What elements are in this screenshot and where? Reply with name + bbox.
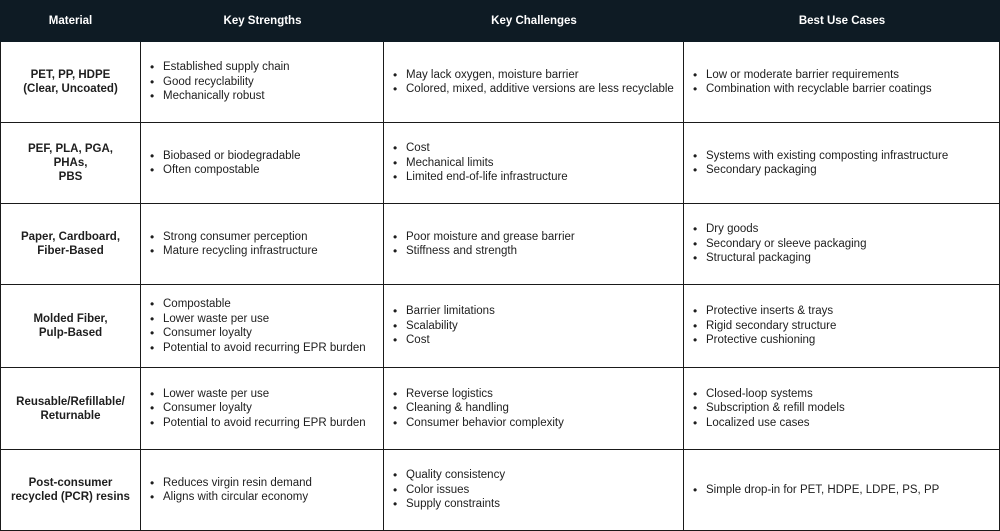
- list-item: • Lower waste per use: [163, 312, 366, 327]
- header-best-use-cases: Best Use Cases: [684, 0, 1000, 42]
- list-item: • Cost: [406, 141, 568, 156]
- bullet-list: [163, 476, 312, 505]
- list-item: • Strong consumer perception: [163, 230, 318, 245]
- bullet-list: [406, 304, 495, 348]
- list-item: • Consumer behavior complexity: [406, 416, 564, 431]
- bullet-list: [706, 68, 932, 97]
- challenges-cell: [384, 204, 684, 285]
- list-item: • Barrier limitations: [406, 304, 495, 319]
- bullet-list: [406, 468, 505, 512]
- bullet-list: [406, 387, 564, 431]
- list-item: • Good recyclability: [163, 75, 290, 90]
- list-item: • Protective cushioning: [706, 333, 836, 348]
- bullet-list: [163, 297, 366, 355]
- list-item: • Stiffness and strength: [406, 244, 575, 259]
- list-item: • Secondary or sleeve packaging: [706, 237, 866, 252]
- list-item: • Lower waste per use: [163, 387, 366, 402]
- list-item: • Mechanically robust: [163, 89, 290, 104]
- use-cases-cell: [684, 204, 1000, 285]
- list-item: • Compostable: [163, 297, 366, 312]
- bullet-list: [163, 387, 366, 431]
- bullet-list: [406, 230, 575, 259]
- material-cell: PET, PP, HDPE (Clear, Uncoated): [0, 42, 141, 123]
- header-material: Material: [0, 0, 141, 42]
- header-key-strengths: Key Strengths: [141, 0, 384, 42]
- list-item: • Potential to avoid recurring EPR burden: [163, 416, 366, 431]
- list-item: • Mature recycling infrastructure: [163, 244, 318, 259]
- list-item: • Scalability: [406, 319, 495, 334]
- header-key-challenges: Key Challenges: [384, 0, 684, 42]
- list-item: • Limited end-of-life infrastructure: [406, 170, 568, 185]
- list-item: • Consumer loyalty: [163, 401, 366, 416]
- list-item: • Closed-loop systems: [706, 387, 845, 402]
- use-cases-cell: [684, 285, 1000, 368]
- list-item: • Biobased or biodegradable: [163, 149, 300, 164]
- bullet-list: [163, 230, 318, 259]
- list-item: • Combination with recyclable barrier coatings: [706, 82, 932, 97]
- list-item: • Cost: [406, 333, 495, 348]
- challenges-cell: [384, 285, 684, 368]
- bullet-list: [706, 222, 866, 266]
- bullet-list: [406, 68, 674, 97]
- list-item: • Often compostable: [163, 163, 300, 178]
- list-item: • Dry goods: [706, 222, 866, 237]
- challenges-cell: [384, 368, 684, 450]
- list-item: • Secondary packaging: [706, 163, 948, 178]
- challenges-cell: [384, 42, 684, 123]
- bullet-list: [706, 483, 939, 498]
- list-item: • Color issues: [406, 483, 505, 498]
- list-item: • Localized use cases: [706, 416, 845, 431]
- bullet-list: [406, 141, 568, 185]
- strengths-cell: [141, 123, 384, 204]
- bullet-list: [706, 387, 845, 431]
- strengths-cell: [141, 450, 384, 531]
- list-item: • Aligns with circular economy: [163, 490, 312, 505]
- list-item: • Simple drop-in for PET, HDPE, LDPE, PS, PP: [706, 483, 939, 498]
- list-item: • Poor moisture and grease barrier: [406, 230, 575, 245]
- list-item: • Reduces virgin resin demand: [163, 476, 312, 491]
- list-item: • Established supply chain: [163, 60, 290, 75]
- strengths-cell: [141, 285, 384, 368]
- list-item: • Low or moderate barrier requirements: [706, 68, 932, 83]
- list-item: • Structural packaging: [706, 251, 866, 266]
- material-cell: Paper, Cardboard, Fiber-Based: [0, 204, 141, 285]
- bullet-list: [706, 149, 948, 178]
- list-item: • Systems with existing composting infrastructure: [706, 149, 948, 164]
- challenges-cell: [384, 123, 684, 204]
- strengths-cell: [141, 42, 384, 123]
- list-item: • May lack oxygen, moisture barrier: [406, 68, 674, 83]
- material-cell: Post-consumer recycled (PCR) resins: [0, 450, 141, 531]
- bullet-list: [163, 149, 300, 178]
- list-item: • Quality consistency: [406, 468, 505, 483]
- list-item: • Mechanical limits: [406, 156, 568, 171]
- list-item: • Subscription & refill models: [706, 401, 845, 416]
- list-item: • Colored, mixed, additive versions are less recyclable: [406, 82, 674, 97]
- use-cases-cell: [684, 450, 1000, 531]
- use-cases-cell: [684, 368, 1000, 450]
- list-item: • Reverse logistics: [406, 387, 564, 402]
- list-item: • Rigid secondary structure: [706, 319, 836, 334]
- use-cases-cell: [684, 42, 1000, 123]
- bullet-list: [163, 60, 290, 104]
- strengths-cell: [141, 204, 384, 285]
- material-cell: Reusable/Refillable/ Returnable: [0, 368, 141, 450]
- material-cell: Molded Fiber, Pulp-Based: [0, 285, 141, 368]
- bullet-list: [706, 304, 836, 348]
- list-item: • Potential to avoid recurring EPR burden: [163, 341, 366, 356]
- list-item: • Protective inserts & trays: [706, 304, 836, 319]
- challenges-cell: [384, 450, 684, 531]
- use-cases-cell: [684, 123, 1000, 204]
- list-item: • Consumer loyalty: [163, 326, 366, 341]
- strengths-cell: [141, 368, 384, 450]
- material-cell: PEF, PLA, PGA, PHAs, PBS: [0, 123, 141, 204]
- list-item: • Cleaning & handling: [406, 401, 564, 416]
- list-item: • Supply constraints: [406, 497, 505, 512]
